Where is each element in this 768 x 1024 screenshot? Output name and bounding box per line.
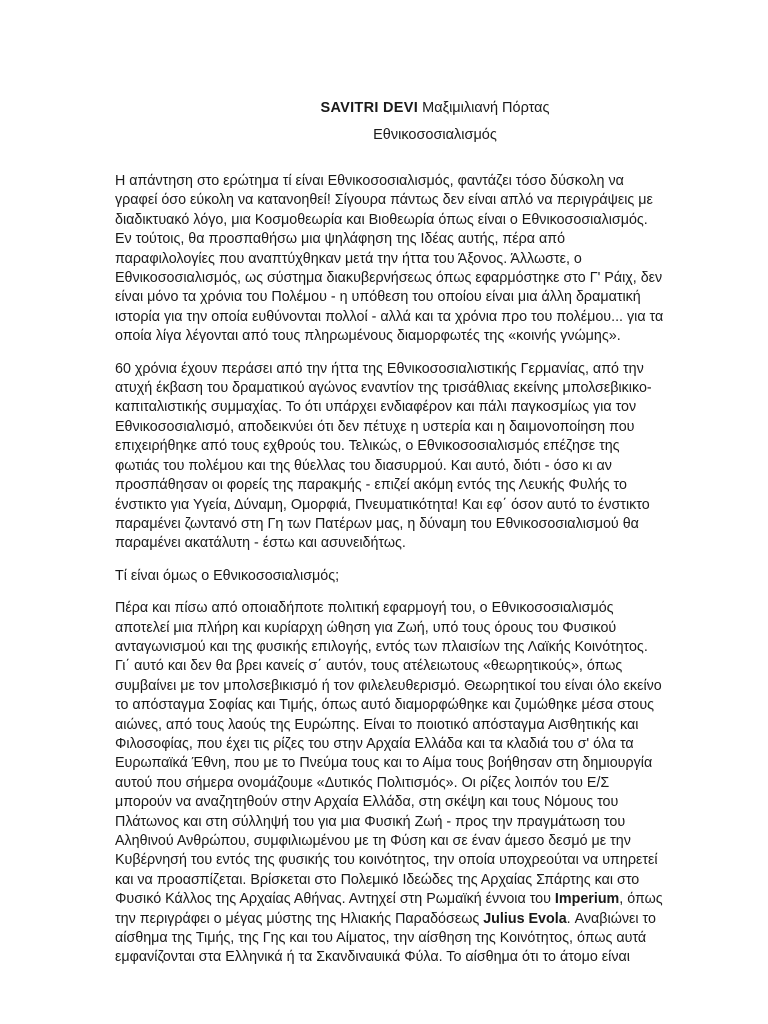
paragraph-4-middle: , όπως την περιγράφει ο μέγας μύστης της Ηλιακής Παραδόσεως <box>115 891 663 927</box>
document-title: Εθνικοσοσιαλισμός <box>373 127 497 143</box>
paragraph-1: Η απάντηση στο ερώτημα τί είναι Εθνικοσοσιαλισμός, φαντάζει τόσο δύσκολη να γραφεί όσο εύκολη να κατανοηθεί! Σίγουρα πάντως δεν είναι απλό να περιγράψεις με διαδικτυακό λόγο, μια Κοσμοθεωρία και Βιοθεωρία όπως είναι ο Εθνικοσοσιαλισμός. Εν τούτοις, θα προσπαθήσω μια ψηλάφηση της Ιδέας αυτής, πέρα από παραφιλολογίες που αναπτύχθηκαν μετά την ήττα του Άξονος. Άλλωστε, ο Εθνικοσοσιαλισμός, ως σύστημα διακυβερνήσεως όπως εφαρμόστηκε στο Γ' Ράιχ, δεν είναι μόνο τα χρόνια του Πολέμου - η υπόθεση του οποίου είναι μια άλλη δραματική ιστορία για την οποία ευθύνονται πολλοί - αλλά και τα χρόνια προ του πολέμου... για τα οποία λίγα λέγονται από τους πληρωμένους διαμορφωτές της «κοινής γνώμης». <box>115 173 664 345</box>
author-name: SAVITRI DEVI <box>320 100 419 116</box>
paragraph-3: Τί είναι όμως ο Εθνικοσοσιαλισμός; <box>115 567 340 584</box>
paragraph-2: 60 χρόνια έχουν περάσει από την ήττα της Εθνικοσοσιαλιστικής Γερμανίας, από την ατυχή έκβαση του δραματικού αγώνος εναντίον της τρισάθλιας εκείνης μπολσεβικικο-καπιταλιστικής συμμαχίας. Το ότι υπάρχει ενδιαφέρον και πάλι παγκοσμίως για τον Εθνικοσοσιαλισμό, αποδεικνύει ότι δεν πέτυχε η υστερία και η δαιμονοποίηση που επιχειρήθηκε από τους εχθρούς του. Τελικώς, ο Εθνικοσοσιαλισμός επέζησε της φωτιάς του πολέμου και της θύελλας του διασυρμού. Και αυτό, διότι - όσο κι αν προσπάθησαν οι φορείς της παρακμής - επιζεί ακόμη εντός της Λευκής Φυλής το ένστικτο για Υγεία, Δύναμη, Ομορφιά, Πνευματικότητα! Και εφ΄ όσον αυτό το ένστικτο παραμένει ζωντανό στη Γη των Πατέρων μας, η δύναμη του Εθνικοσοσιαλισμού θα παραμένει ακατάλυτη - έστω και ασυνειδήτως. <box>115 360 652 552</box>
document-header <box>0 98 768 145</box>
translator-name: Μαξιμιλιανή Πόρτας <box>422 100 550 116</box>
imperium-term: Imperium <box>554 891 620 908</box>
paragraph-4-end: . Αναβιώνει το αίσθημα της Τιμής, της Γης και του Αίματος, την αίσθηση της Κοινότητος, όπως αυτά εμφανίζονται στα Ελληνικά ή τα Σκανδιναυικά Φύλα. Το αίσθημα ότι το άτομο είναι <box>115 910 656 966</box>
paragraph-4-text: Πέρα και πίσω από οποιαδήποτε πολιτική εφαρμογή του, ο Εθνικοσοσιαλισμός αποτελεί μια πλήρη και κυρίαρχη ώθηση για Ζωή, υπό τους όρους του Φυσικού ανταγωνισμού και της φυσικής επιλογής, εντός των πλαισίων της Λαϊκής Κοινότητος. Γι΄ αυτό και δεν θα βρει κανείς σ΄ αυτόν, τους ατέλειωτους «θεωρητικούς», όπως συμβαίνει με τον μπολσεβικισμό ή τον φιλελευθερισμό. Θεωρητικοί του είναι όλο εκείνο το απόσταγμα Σοφίας και Τιμής, όπως αυτό διαμορφώθηκε και ζυμώθηκε μέσα στους αιώνες, από τους λαούς της Ευρώπης. Είναι το ποιοτικό απόσταγμα Αισθητικής και Φιλοσοφίας, που έχει τις ρίζες του στην Αρχαία Ελλάδα και τα κλαδιά του σ' όλα τα Ευρωπαϊκά Έθνη, που με το Πνεύμα τους και το Αίμα τους βοήθησαν στη δημιουργία αυτού που σήμερα ονομάζουμε «Δυτικός Πολιτισμός». Οι ρίζες λοιπόν του Ε/Σ μπορούν να αναζητηθούν στην Αρχαία Ελλάδα, στη σκέψη και τους Νόμους του Πλάτωνος και στη σύλληψή του για μια Φυσική Ζωή - προς την πραγμάτωση του Αληθινού Ανθρώπου, συμφιλιωμένου με τη Φύση και σε έναν άμεσο δεσμό με την Κυβέρνησή του εντός της φυσικής του κοινότητος, την οποία υποχρεούται να υπηρετεί και να προασπίζεται. Βρίσκεται στο Πολεμικό Ιδεώδες της Αρχαίας Σπάρτης και στο Φυσικό Κάλλος της Αρχαίας Αθήνας. Αντηχεί στη Ρωμαϊκή έννοια του <box>115 600 662 908</box>
evola-name: Julius Evola <box>483 910 567 927</box>
paragraph-4 <box>115 599 665 968</box>
author-line <box>102 98 768 118</box>
document-body <box>115 172 665 976</box>
